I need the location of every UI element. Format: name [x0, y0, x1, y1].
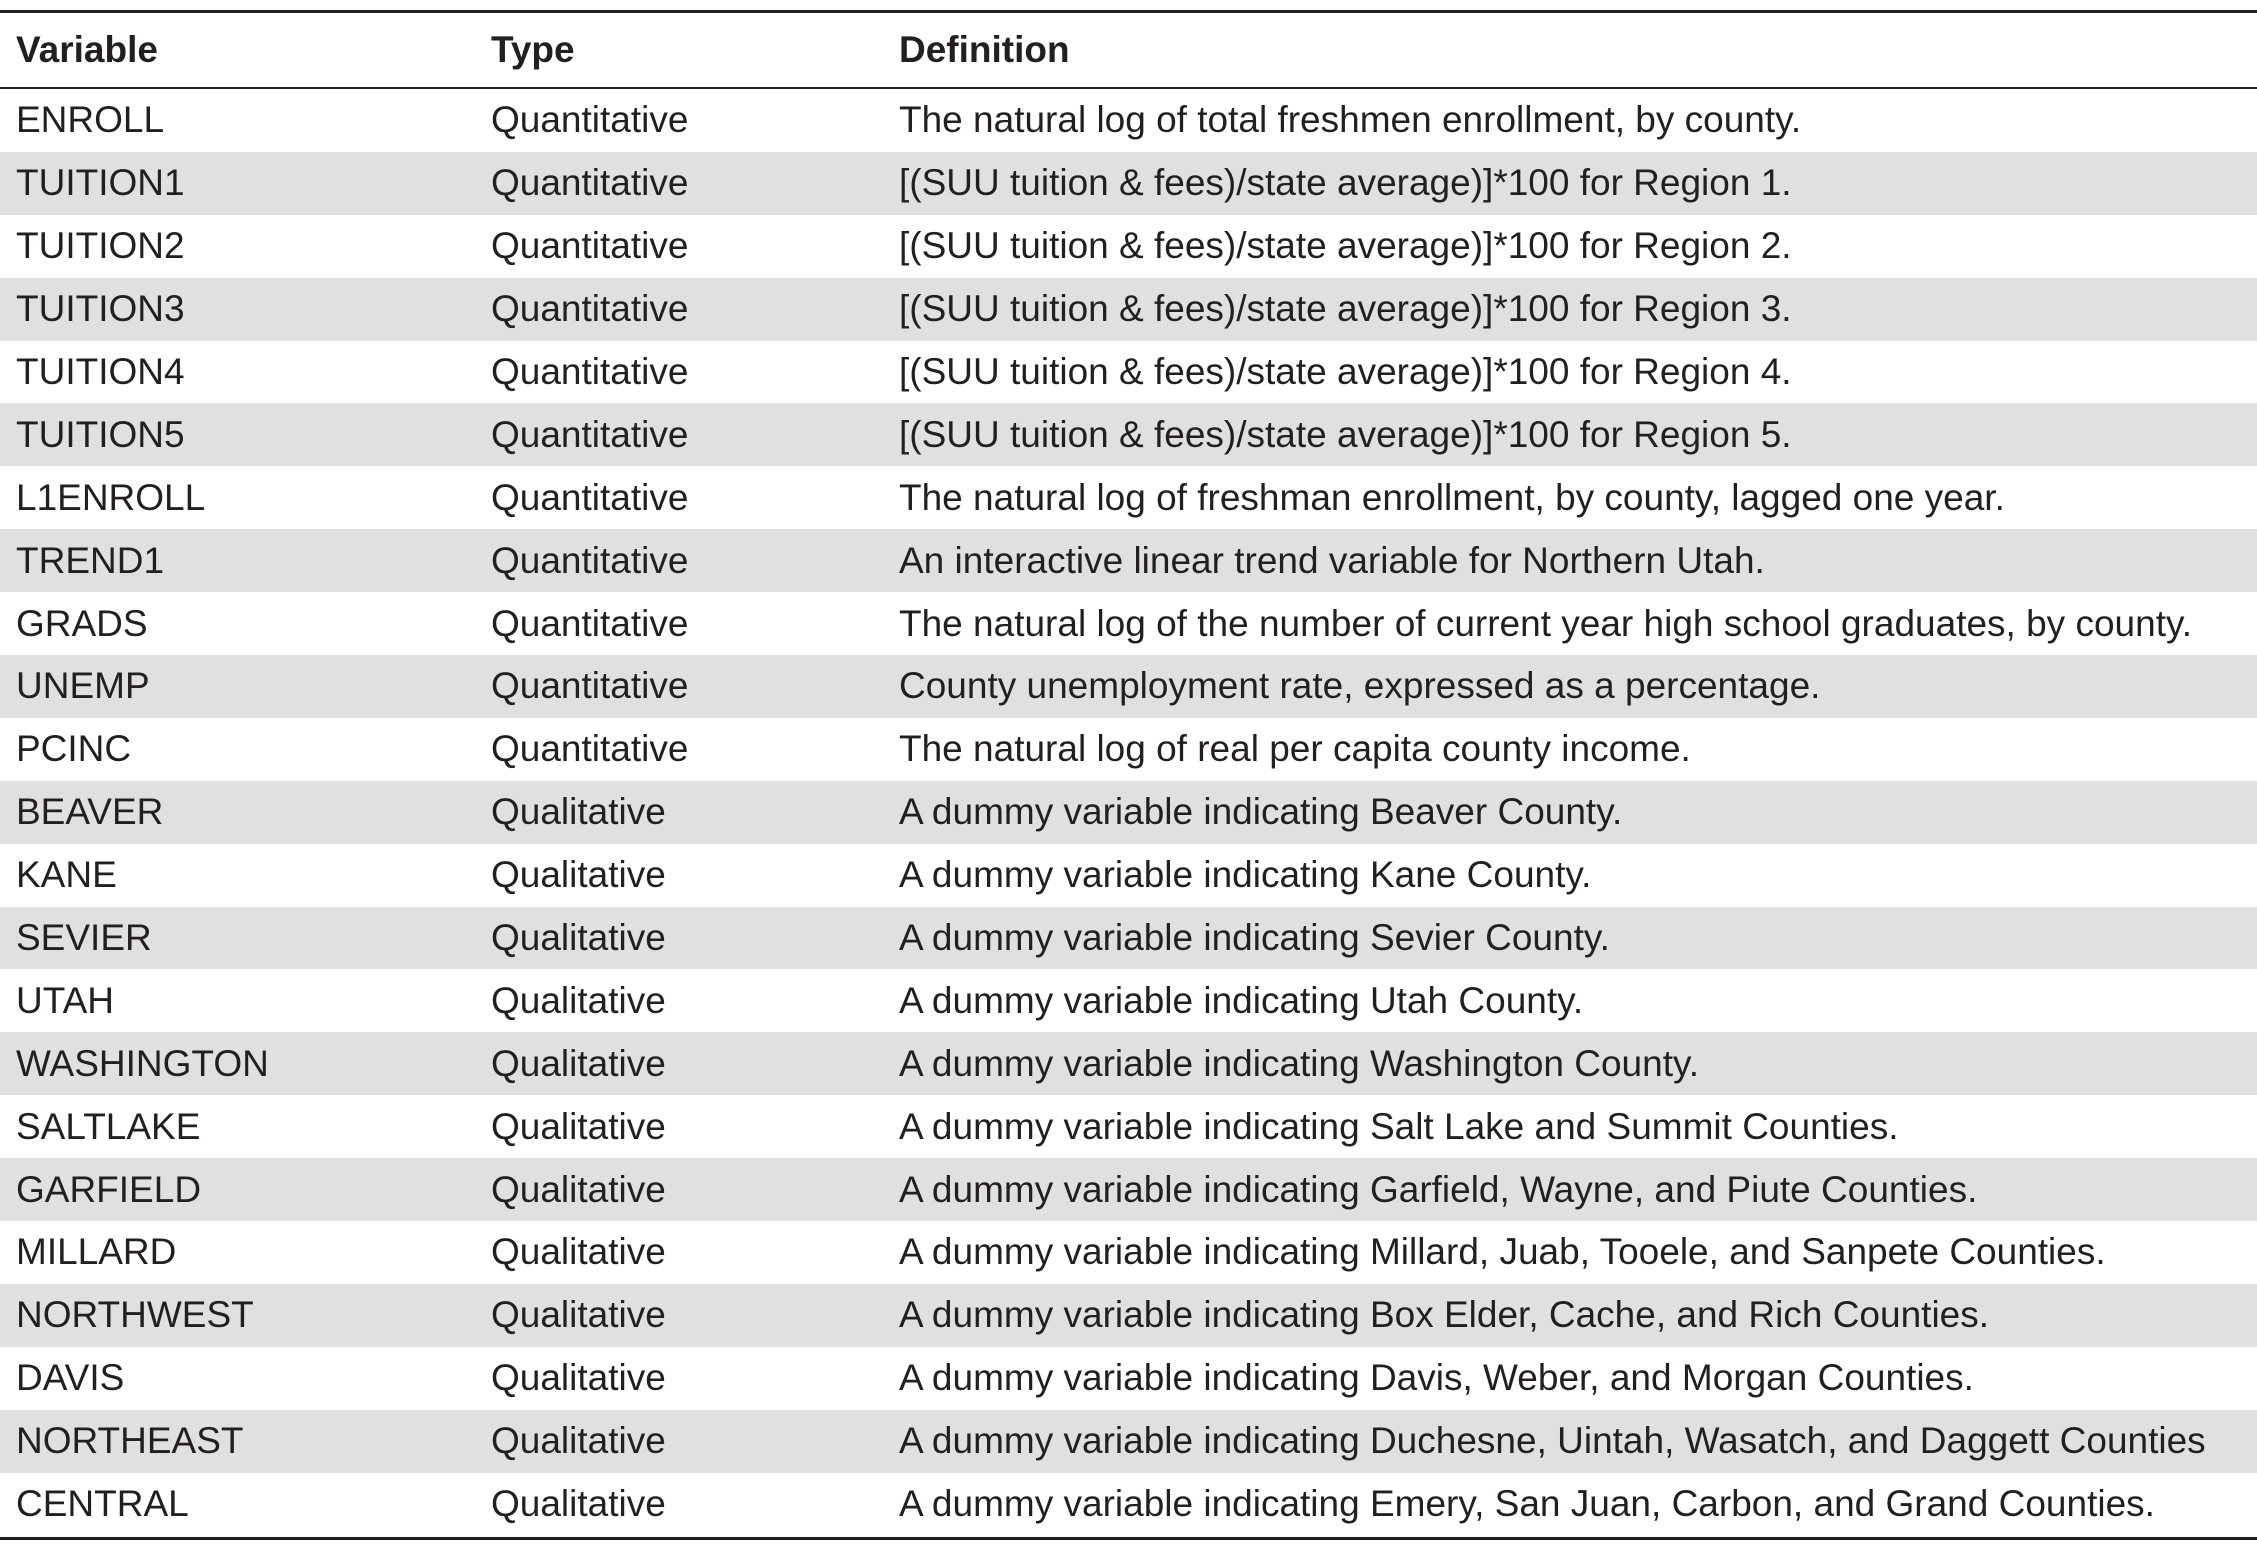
cell-type: Quantitative — [491, 225, 689, 267]
table-row — [0, 1410, 2257, 1473]
cell-type: Qualitative — [491, 791, 666, 833]
cell-type: Qualitative — [491, 1420, 666, 1462]
cell-type: Quantitative — [491, 602, 689, 644]
cell-variable: NORTHWEST — [16, 1294, 254, 1336]
table-row — [0, 1221, 2257, 1284]
cell-variable: PCINC — [16, 728, 132, 770]
header-variable: Variable — [16, 29, 158, 70]
cell-definition: [(SUU tuition & fees)/state average)]*100 for Region 4. — [899, 351, 1792, 392]
cell-variable: GRADS — [16, 602, 148, 644]
cell-type: Quantitative — [491, 351, 689, 392]
table-row — [0, 1032, 2257, 1095]
cell-definition: [(SUU tuition & fees)/state average)]*100 for Region 5. — [899, 413, 1792, 455]
cell-type: Quantitative — [491, 665, 689, 707]
cell-variable: ENROLL — [16, 99, 165, 141]
table-row — [0, 278, 2257, 341]
table-row — [0, 341, 2257, 404]
cell-definition: A dummy variable indicating Davis, Weber, and Morgan Counties. — [899, 1357, 1974, 1399]
cell-variable: TUITION2 — [16, 225, 185, 267]
cell-variable: TREND1 — [16, 539, 165, 581]
cell-type: Quantitative — [491, 539, 689, 581]
cell-definition: A dummy variable indicating Utah County. — [899, 979, 1584, 1021]
cell-variable: GARFIELD — [16, 1168, 202, 1210]
cell-definition: A dummy variable indicating Duchesne, Uintah, Wasatch, and Daggett Counties — [899, 1420, 2206, 1462]
cell-type: Qualitative — [491, 1105, 666, 1147]
cell-variable: NORTHEAST — [16, 1420, 244, 1462]
cell-type: Qualitative — [491, 979, 666, 1021]
table-row — [0, 152, 2257, 215]
header-definition: Definition — [899, 29, 1070, 70]
cell-definition: A dummy variable indicating Emery, San Juan, Carbon, and Grand Counties. — [899, 1483, 2155, 1525]
cell-variable: SALTLAKE — [16, 1105, 201, 1147]
table-row — [0, 844, 2257, 907]
cell-definition: The natural log of total freshmen enrollment, by county. — [899, 99, 1802, 141]
cell-type: Qualitative — [491, 1042, 666, 1084]
cell-variable: WASHINGTON — [16, 1042, 269, 1084]
cell-variable: TUITION1 — [16, 162, 185, 204]
table-row — [0, 1095, 2257, 1158]
variables-table — [0, 10, 2257, 1540]
cell-type: Qualitative — [491, 1231, 666, 1273]
table-row — [0, 529, 2257, 592]
table-bottom-rule — [0, 1537, 2257, 1540]
cell-variable: SEVIER — [16, 917, 152, 959]
cell-type: Qualitative — [491, 917, 666, 959]
cell-type: Quantitative — [491, 728, 689, 770]
table-row — [0, 655, 2257, 718]
cell-definition: [(SUU tuition & fees)/state average)]*100 for Region 1. — [899, 162, 1792, 204]
cell-definition: A dummy variable indicating Kane County. — [899, 854, 1592, 896]
cell-definition: The natural log of the number of current year high school graduates, by county. — [899, 602, 2193, 644]
cell-type: Quantitative — [491, 413, 689, 455]
cell-type: Qualitative — [491, 1168, 666, 1210]
cell-definition: [(SUU tuition & fees)/state average)]*100 for Region 3. — [899, 288, 1792, 330]
cell-type: Qualitative — [491, 1483, 666, 1525]
cell-definition: An interactive linear trend variable for Northern Utah. — [899, 539, 1765, 581]
cell-variable: TUITION3 — [16, 288, 185, 330]
cell-type: Quantitative — [491, 288, 689, 330]
cell-variable: TUITION4 — [16, 351, 185, 392]
table-row — [0, 969, 2257, 1032]
cell-type: Qualitative — [491, 1294, 666, 1336]
cell-definition: A dummy variable indicating Sevier County. — [899, 917, 1610, 959]
table-row — [0, 592, 2257, 655]
table-row — [0, 89, 2257, 152]
cell-definition: County unemployment rate, expressed as a percentage. — [899, 665, 1821, 707]
table-row — [0, 781, 2257, 844]
cell-variable: CENTRAL — [16, 1483, 189, 1525]
cell-variable: MILLARD — [16, 1231, 177, 1273]
table-body — [0, 89, 2257, 1535]
cell-definition: A dummy variable indicating Beaver County. — [899, 791, 1623, 833]
table-row — [0, 1347, 2257, 1410]
cell-variable: L1ENROLL — [16, 476, 206, 518]
table-row — [0, 1158, 2257, 1221]
table-row — [0, 907, 2257, 970]
table-row — [0, 1284, 2257, 1347]
header-type: Type — [491, 29, 575, 70]
table-row — [0, 466, 2257, 529]
table-header-row — [0, 13, 2257, 89]
cell-type: Qualitative — [491, 1357, 666, 1399]
cell-definition: A dummy variable indicating Box Elder, Cache, and Rich Counties. — [899, 1294, 1990, 1336]
cell-variable: UTAH — [16, 979, 114, 1021]
cell-definition: A dummy variable indicating Millard, Juab, Tooele, and Sanpete Counties. — [899, 1231, 2106, 1273]
cell-definition: The natural log of freshman enrollment, by county, lagged one year. — [899, 476, 2005, 518]
cell-variable: DAVIS — [16, 1357, 125, 1399]
cell-definition: A dummy variable indicating Salt Lake and Summit Counties. — [899, 1105, 1899, 1147]
cell-variable: TUITION5 — [16, 413, 185, 455]
cell-variable: UNEMP — [16, 665, 150, 707]
cell-type: Quantitative — [491, 162, 689, 204]
table-row — [0, 718, 2257, 781]
table-row — [0, 403, 2257, 466]
cell-definition: [(SUU tuition & fees)/state average)]*100 for Region 2. — [899, 225, 1792, 267]
table-row — [0, 1473, 2257, 1536]
cell-type: Quantitative — [491, 99, 689, 141]
cell-variable: BEAVER — [16, 791, 164, 833]
cell-type: Qualitative — [491, 854, 666, 896]
cell-type: Quantitative — [491, 476, 689, 518]
cell-definition: A dummy variable indicating Washington County. — [899, 1042, 1700, 1084]
cell-definition: A dummy variable indicating Garfield, Wayne, and Piute Counties. — [899, 1168, 1978, 1210]
cell-variable: KANE — [16, 854, 117, 896]
cell-definition: The natural log of real per capita county income. — [899, 728, 1691, 770]
table-row — [0, 215, 2257, 278]
